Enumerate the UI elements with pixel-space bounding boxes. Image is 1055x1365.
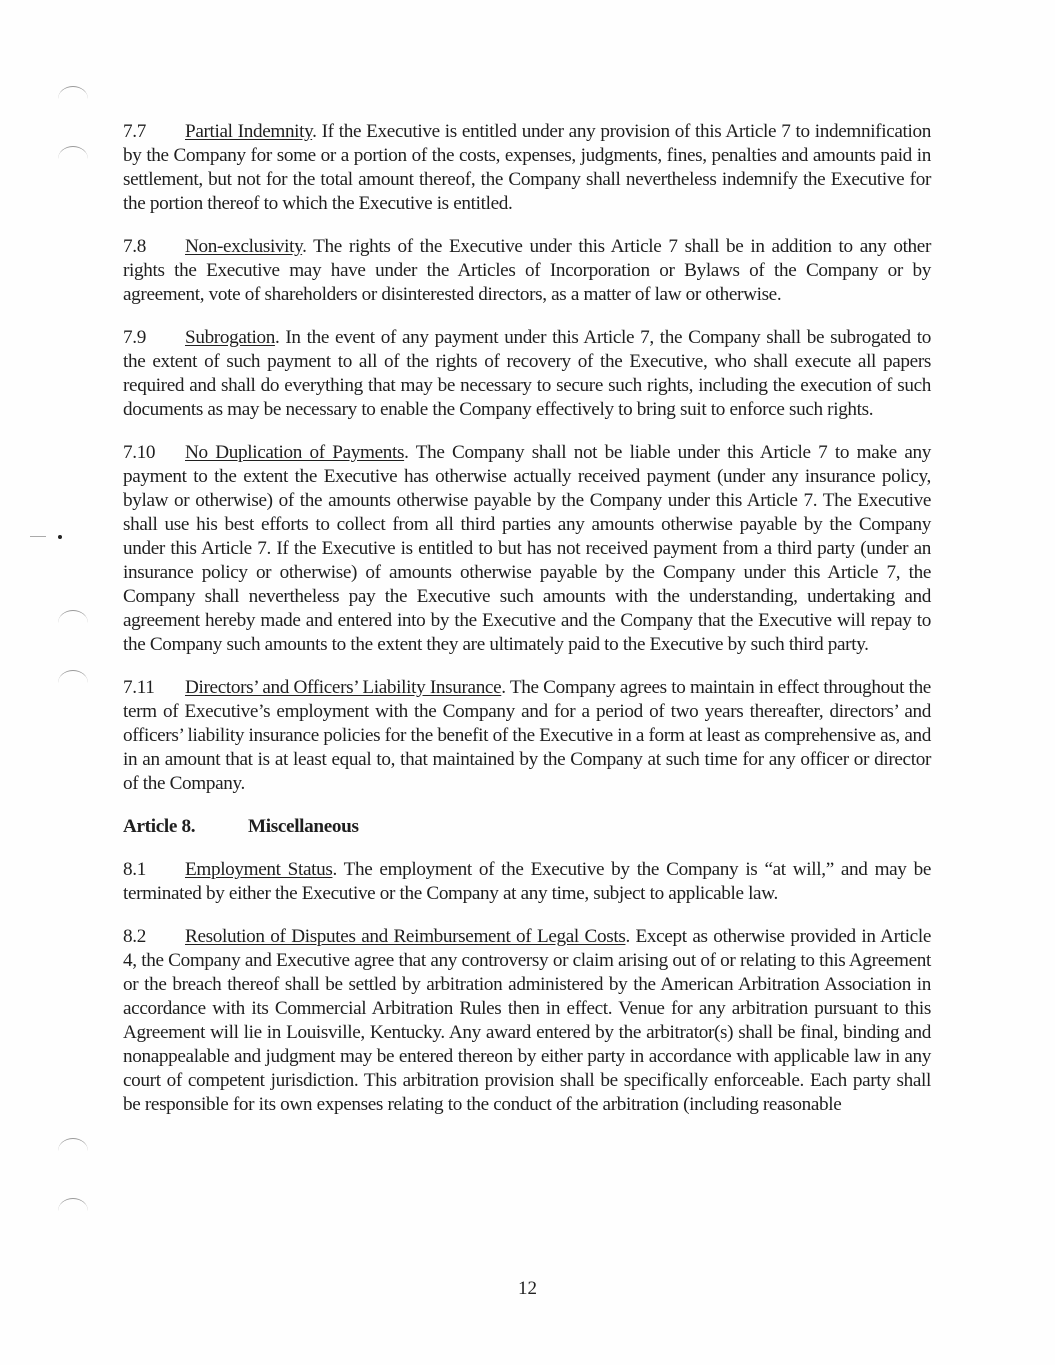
section-text: . Except as otherwise provided in Article 4, the Company and Executive agree that any controversy or claim arising out of or relating to this Agreement or the breach thereof shall be settled by arbitration administered by the American Arbitration Association in accordance with its Commercial Arbitration Rules then in effect. Venue for any arbitration pursuant to this Agreement will lie in Louisville, Kentucky. Any award entered by the arbitrator(s) shall be final, binding and nonappealable and judgment may be entered thereon by either party in accordance with applicable law in any court of competent jurisdiction. This arbitration provision shall be specifically enforceable. Each party shall be responsible for its own expenses relating to the conduct of the arbitration (including reasonable	[123, 926, 931, 1115]
article-heading	[123, 815, 931, 839]
section-text: . The Company agrees to maintain in effect throughout the term of Executive’s employment with the Company and for a period of two years thereafter, directors’ and officers’ liability insurance policies for the benefit of the Executive in a form at least as comprehensive as, and in an amount that is at least equal to, that maintained by the Company at such time for any officer or director of the Company.	[123, 677, 931, 794]
section-8-2	[123, 925, 931, 1117]
section-number: 8.2	[123, 926, 146, 947]
scan-mark-dash	[30, 536, 46, 537]
section-7-11	[123, 676, 931, 796]
section-8-1	[123, 858, 931, 906]
section-7-10	[123, 441, 931, 657]
section-title: Employment Status	[185, 859, 333, 880]
section-7-8	[123, 235, 931, 307]
section-number: 8.1	[123, 859, 146, 880]
section-number: 7.8	[123, 236, 146, 257]
punch-hole-mark	[58, 610, 88, 623]
section-number: 7.10	[123, 442, 156, 463]
section-title: Directors’ and Officers’ Liability Insurance	[185, 677, 502, 698]
section-title: Partial Indemnity	[185, 121, 313, 142]
punch-hole-mark	[58, 1138, 88, 1151]
section-number: 7.7	[123, 121, 146, 142]
article-title: Miscellaneous	[248, 816, 359, 837]
section-text: . The rights of the Executive under this Article 7 shall be in addition to any other rights the Executive may have under the Articles of Incorporation or Bylaws of the Company or by agreement, vote of shareholders or disinterested directors, as a matter of law or otherwise.	[123, 236, 931, 305]
section-text: . The Company shall not be liable under this Article 7 to make any payment to the extent the Executive has otherwise actually received payment (under any insurance policy, bylaw or otherwise) of the amounts otherwise payable by the Company under this Article 7. The Executive shall use his best efforts to collect from all third parties any amounts otherwise payable by the Company under this Article 7. If the Executive is entitled to but has not received payment from a third party (under an insurance policy or otherwise) of amounts otherwise payable by the Company under this Article 7, the Company shall nevertheless pay the Executive such amounts with the understanding, undertaking and agreement hereby made and entered into by the Executive and the Company that the Executive will repay to the Company such amounts to the extent they are ultimately paid to the Executive by such third party.	[123, 442, 931, 655]
section-title: Non-exclusivity	[185, 236, 303, 257]
punch-hole-mark	[58, 86, 88, 99]
section-title: Subrogation	[185, 327, 275, 348]
page-number: 12	[518, 1278, 537, 1299]
section-text: . The employment of the Executive by the Company is “at will,” and may be terminated by either the Executive or the Company at any time, subject to applicable law.	[123, 859, 931, 904]
punch-hole-mark	[58, 1198, 88, 1211]
section-text: . In the event of any payment under this Article 7, the Company shall be subrogated to the extent of such payment to all of the rights of recovery of the Executive, who shall execute all papers required and shall do everything that may be necessary to secure such rights, including the execution of such documents as may be necessary to enable the Company effectively to bring suit to enforce such rights.	[123, 327, 931, 420]
document-body	[123, 120, 931, 1136]
section-number: 7.9	[123, 327, 146, 348]
punch-hole-mark	[58, 670, 88, 683]
section-text: . If the Executive is entitled under any provision of this Article 7 to indemnification by the Company for some or a portion of the costs, expenses, judgments, fines, penalties and amounts paid in settlement, but not for the total amount thereof, the Company shall nevertheless indemnify the Executive for the portion thereof to which the Executive is entitled.	[123, 121, 931, 214]
section-title: Resolution of Disputes and Reimbursement of Legal Costs	[185, 926, 626, 947]
section-number: 7.11	[123, 677, 155, 698]
punch-hole-mark	[58, 146, 88, 159]
section-title: No Duplication of Payments	[185, 442, 405, 463]
section-7-7	[123, 120, 931, 216]
scan-mark-dot	[58, 535, 62, 539]
section-7-9	[123, 326, 931, 422]
article-number: Article 8.	[123, 816, 196, 837]
